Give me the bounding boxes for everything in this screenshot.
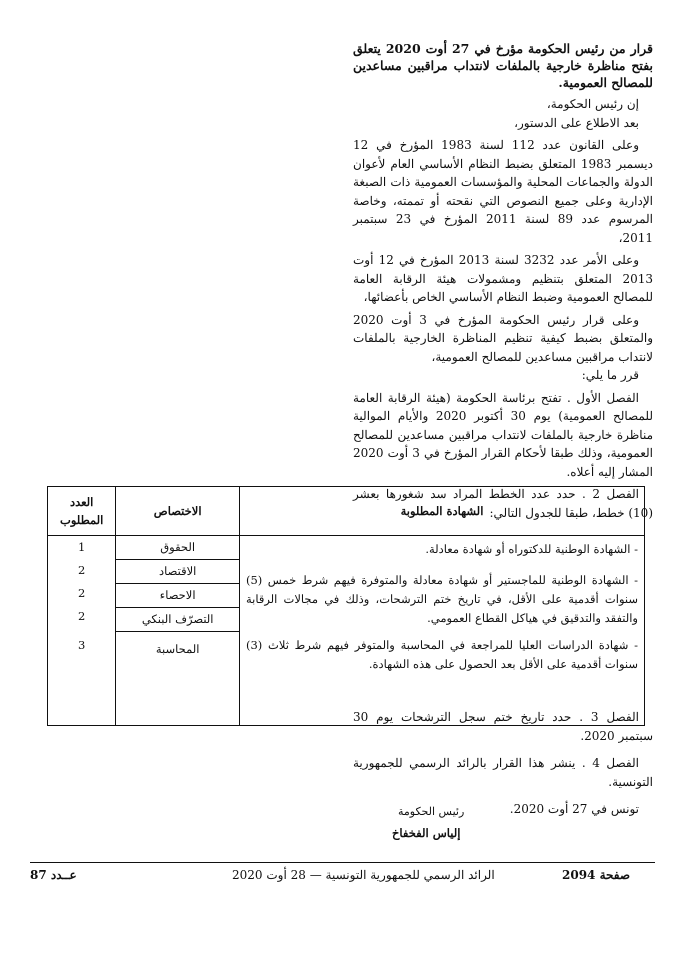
count-item: 1 — [78, 540, 86, 554]
article-1: الفصل الأول . تفتح برئاسة الحكومة (هيئة الرقابة العامة للمصالح العمومية) يوم 30 أكتوبر 2020 والأيام الموالية مناظرة خارجية بالملفات لانتداب مراقبين مساعدين للمصالح العمومية، وذلك طبقا لأحكام القرار المؤرخ في 3 أوت 2020 المشار إليه أعلاه. — [353, 390, 653, 479]
header-degree: الشهادة المطلوبة — [239, 487, 644, 536]
signature-role: رئيس الحكومة — [398, 805, 465, 818]
paragraph: وعلى القانون عدد 112 لسنة 1983 المؤرخ في 12 ديسمبر 1983 المتعلق بضبط النظام الأساسي العام لأعوان الدولة والجماعات المحلية والمؤسسات العمومية ذات الصبغة الإدارية وعلى جميع النصوص التي نقحته أو تممته، وخاصة المرسوم عدد 89 لسنة 2011 المؤرخ في 23 سبتمبر 2011، — [353, 138, 653, 245]
article-4: الفصل 4 . ينشر هذا القرار بالرائد الرسمي للجمهورية التونسية. — [353, 756, 653, 789]
degree-item: - شهادة الدراسات العليا للمراجعة في المحاسبة والمتوفر فيهم شرط ثلاث (3) سنوات أقدمية على الأقل بعد الحصول على هذه الشهادة. — [245, 638, 638, 671]
degree-item: - الشهادة الوطنية للماجستير أو شهادة معادلة والمتوفرة فيهم شرط خمس (5) سنوات أقدمية على الأقل، في تاريخ ختم الترشحات، وذلك في مجالات الرقابة والتفقد والتدقيق في هياكل القطاع العمومي. — [245, 573, 638, 625]
footer-journal: الرائد الرسمي للجمهورية التونسية — 28 أوت 2020 — [232, 868, 495, 882]
degree-cell — [239, 536, 644, 726]
table-row — [48, 536, 645, 726]
header-count: العدد المطلوب — [48, 487, 116, 536]
article-2: الفصل 2 . حدد عدد الخطط المراد سد شغورها بعشر (10) خطط، طبقا للجدول التالي: — [353, 487, 653, 520]
paragraph: إن رئيس الحكومة، — [546, 97, 639, 111]
count-item: 3 — [78, 638, 86, 652]
decree-title: قرار من رئيس الحكومة مؤرخ في 27 أوت 2020 يتعلق بفتح مناظرة خارجية بالملفات لانتداب مراقبين مساعدين للمصالح العمومية. — [353, 41, 653, 90]
signature-name: إلياس الفخفاخ — [392, 826, 461, 840]
specialty-item: الحقوق — [116, 536, 239, 560]
count-cell — [48, 536, 116, 726]
header-specialty: الاختصاص — [116, 487, 240, 536]
paragraph: قرر ما يلي: — [581, 368, 639, 382]
count-item: 2 — [78, 609, 86, 623]
requirements-table — [47, 486, 645, 726]
specialty-item: التصرّف البنكي — [116, 608, 239, 632]
count-item: 2 — [78, 586, 86, 600]
specialty-item: المحاسبة — [155, 642, 200, 656]
paragraph: بعد الاطلاع على الدستور، — [514, 115, 639, 130]
footer-divider — [30, 862, 655, 863]
footer-issue: عــدد 87 — [30, 868, 77, 882]
decree-body — [353, 40, 653, 522]
specialty-cell — [116, 536, 240, 726]
paragraph: وعلى الأمر عدد 3232 لسنة 2013 المؤرخ في 12 أوت 2013 المتعلق بتنظيم ومشمولات هيئة الرقابة العامة للمصالح العمومية وضبط النظام الأساسي الخاص بأعضائها، — [353, 253, 653, 304]
table-header-row — [48, 487, 645, 536]
count-item: 2 — [78, 563, 86, 577]
footer-page: صفحة 2094 — [562, 868, 631, 882]
closing-articles — [353, 708, 653, 819]
specialty-item: الاقتصاد — [116, 560, 239, 584]
degree-item: - الشهادة الوطنية للدكتوراه أو شهادة معادلة. — [425, 542, 638, 556]
paragraph: وعلى قرار رئيس الحكومة المؤرخ في 3 أوت 2020 والمتعلق بضبط كيفية تنظيم المناظرة الخارجية بالملفات لانتداب مراقبين مساعدين للمصالح العمومية، — [353, 312, 653, 364]
specialty-item: الاحصاء — [116, 584, 239, 608]
article-3: الفصل 3 . حدد تاريخ ختم سجل الترشحات يوم 30 سبتمبر 2020. — [353, 710, 653, 743]
date-line: تونس في 27 أوت 2020. — [509, 802, 639, 816]
